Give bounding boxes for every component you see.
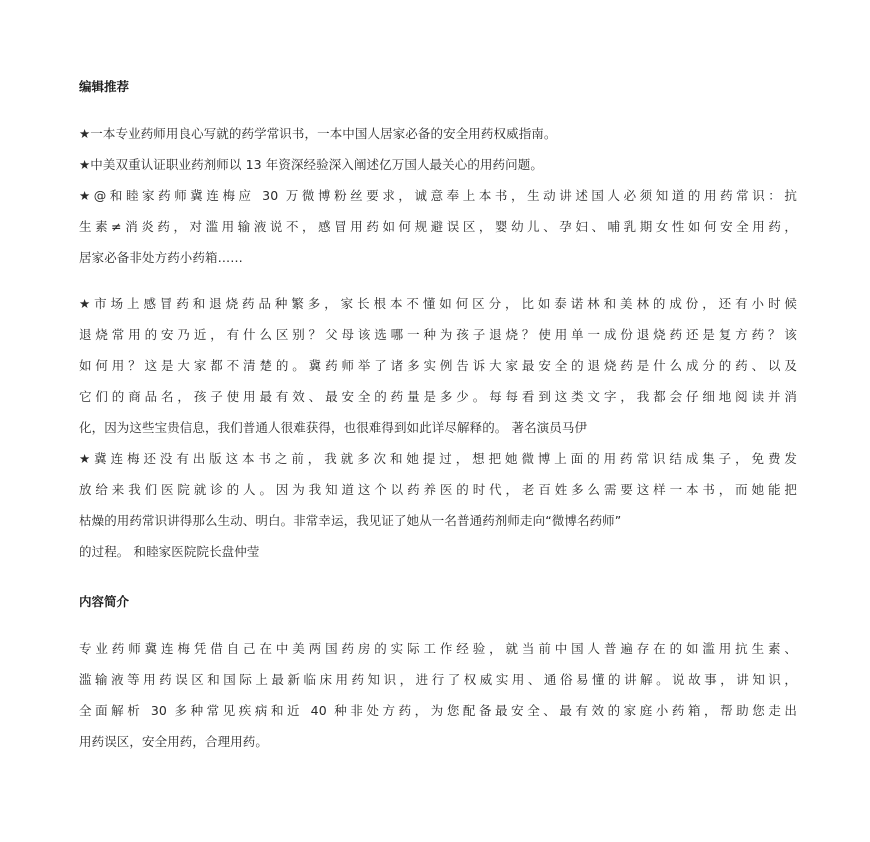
intro-line-1: 专业药师冀连梅凭借自己在中美两国药房的实际工作经验，就当前中国人普遍存在的如滥用抗生素、 (79, 641, 797, 656)
recommend-line-7: 退烧常用的安乃近，有什么区别？父母该选哪一种为孩子退烧？使用单一成份退烧药还是复方药？该 (79, 327, 797, 342)
recommend-line-2: ★中美双重认证职业药剂师以 13 年资深经验深入阐述亿万国人最关心的用药问题。 (79, 157, 543, 172)
recommend-line-1: ★一本专业药师用良心写就的药学常识书，一本中国人居家必备的安全用药权威指南。 (79, 126, 557, 141)
recommend-line-3: ★@和睦家药师冀连梅应 30 万微博粉丝要求，诚意奉上本书，生动讲述国人必须知道的用药常识：抗 (79, 188, 797, 203)
recommend-line-6: ★市场上感冒药和退烧药品种繁多，家长根本不懂如何区分，比如泰诺林和美林的成份，还有小时候 (79, 296, 797, 311)
intro-line-4: 用药误区，安全用药，合理用药。 (79, 734, 269, 749)
section-heading-content-intro: 内容简介 (79, 594, 130, 609)
recommend-line-13: 枯燥的用药常识讲得那么生动、明白。非常幸运，我见证了她从一名普通药剂师走向“微博名药师” (79, 513, 622, 528)
intro-line-2: 滥输液等用药误区和国际上最新临床用药知识，进行了权威实用、通俗易懂的讲解。说故事，讲知识， (79, 672, 797, 687)
section-heading-editor-recommend: 编辑推荐 (79, 79, 130, 94)
recommend-line-11: ★冀连梅还没有出版这本书之前，我就多次和她提过，想把她微博上面的用药常识结成集子，免费发 (79, 451, 797, 466)
recommend-line-10: 化，因为这些宝贵信息，我们普通人很难获得，也很难得到如此详尽解释的。 著名演员马伊 (79, 420, 588, 435)
recommend-line-4: 生素≠消炎药，对滥用输液说不，感冒用药如何规避误区，婴幼儿、孕妇、哺乳期女性如何安全用药， (79, 219, 797, 234)
recommend-line-12: 放给来我们医院就诊的人。因为我知道这个以药养医的时代，老百姓多么需要这样一本书，而她能把 (79, 482, 797, 497)
recommend-line-14: 的过程。 和睦家医院院长盘仲莹 (79, 544, 260, 559)
recommend-line-5: 居家必备非处方药小药箱…… (79, 250, 243, 265)
recommend-line-9: 它们的商品名，孩子使用最有效、最安全的药量是多少。每每看到这类文字，我都会仔细地阅读并消 (79, 389, 797, 404)
recommend-line-8: 如何用？这是大家都不清楚的。冀药师举了诸多实例告诉大家最安全的退烧药是什么成分的药、以及 (79, 358, 797, 373)
intro-line-3: 全面解析 30 多种常见疾病和近 40 种非处方药，为您配备最安全、最有效的家庭小药箱，帮助您走出 (79, 703, 797, 718)
